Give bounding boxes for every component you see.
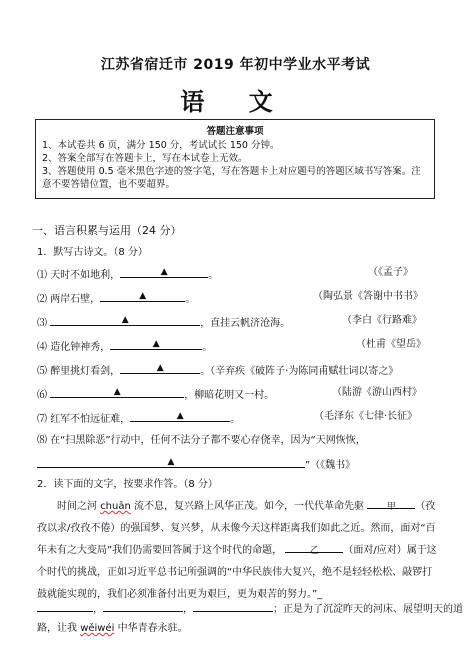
blank-jia[interactable] <box>367 497 415 512</box>
triangle-icon: ▲ <box>113 387 121 397</box>
notice-item-1: 1、本试卷共 6 页，满分 150 分，考试试长 150 分钟。 <box>42 140 280 151</box>
item-pre: 天时不如地利， <box>50 270 121 281</box>
q2-last-line <box>37 622 188 636</box>
q2-title: 2．读下面的文字，按要求作答。（8 分） <box>37 479 218 490</box>
item-number: ⑷ <box>37 342 47 353</box>
answer-blank[interactable] <box>193 600 273 612</box>
q1-item-6 <box>37 386 274 403</box>
triangle-icon: ▲ <box>152 339 160 349</box>
comma: ， <box>183 604 193 615</box>
q1-source-4: （杜甫《望岳》 <box>356 339 426 350</box>
triangle-icon: ▲ <box>176 411 184 421</box>
q1-source-2: （陶弘景《答谢中书书》 <box>313 291 423 302</box>
notice-item-3: 3、答题使用 0.5 毫米黑色字迹的签字笔，写在答题卡上对应题号的答题区域书写答案。注意不要答错位置，也不要超界。 <box>42 166 421 190</box>
answer-blank[interactable] <box>50 314 200 326</box>
item-post: 。 <box>208 270 219 281</box>
notice-title: 答题注意事项 <box>206 126 264 137</box>
item-pre: 醉里挑灯看剑， <box>50 366 121 377</box>
answer-blank[interactable] <box>37 456 305 468</box>
passage-text: 流不息，复兴路上风华正茂。如今，一代代革命先驱 <box>130 501 365 512</box>
notice-item-2: 2、答案全部写在答题卡上，写在本试卷上无效。 <box>42 153 248 164</box>
item-number: ⑻ <box>37 435 47 446</box>
triangle-icon: ▲ <box>156 363 164 373</box>
item-post: 。 <box>185 294 196 305</box>
q1-item-8 <box>37 434 366 448</box>
passage-text: （面对/应对）属于这个时代的挑战，正如习近平总书记所强调的“中华民族伟大复兴，绝不是轻轻松松、敲锣打鼓就能实现的，我们必须准备付出更为艰巨，更为艰苦的努力。” <box>37 545 437 600</box>
q1-item-5 <box>37 362 398 379</box>
mark-yi: 乙 <box>309 546 319 556</box>
answer-blank[interactable] <box>120 362 200 374</box>
q2-passage <box>37 496 437 606</box>
subject-title: 语 文 <box>180 88 291 116</box>
item-number: ⑸ <box>37 366 47 377</box>
triangle-icon: ▲ <box>139 291 147 301</box>
passage-text: _ <box>317 589 323 600</box>
q1-item-7 <box>37 410 240 427</box>
q1-source-1: （《孟子》 <box>368 267 413 278</box>
item-pre: 两岸石壁， <box>50 294 101 305</box>
exam-title: 江苏省宿迁市 2019 年初中学业水平考试 <box>100 57 371 73</box>
answer-blank[interactable] <box>100 290 185 302</box>
passage-text: 路，让我 <box>37 623 81 634</box>
passage-text: （孜孜以求/孜孜不倦）的强国梦、复兴梦，从未像今天这样距离我们如此之近。然而，面对“百年未有之大变局”我们仍需要回答属于这个时代的命题， <box>37 501 436 556</box>
item-post: 。（辛弃疾《破阵子·为陈同甫赋壮词以寄之》 <box>200 366 399 377</box>
item-pre: 在“扫黑除恶”行动中，任何不法分子都不要心存侥幸，因为“天网恢恢， <box>50 435 366 446</box>
q1-title: 1．默写古诗文。（8 分） <box>37 247 148 258</box>
pinyin-chuan: chuān <box>100 501 131 512</box>
item-post: ，柳暗花明又一村。 <box>184 390 275 401</box>
item-number: ⑺ <box>37 414 47 425</box>
q1-item-8-cont <box>37 456 355 473</box>
q1-source-6: （陆游《游山西村》 <box>332 387 422 398</box>
notice-box <box>35 119 435 199</box>
item-post: 。 <box>230 414 241 425</box>
item-number: ⑴ <box>37 270 47 281</box>
passage-text: 中华青春永驻。 <box>114 623 188 634</box>
item-pre: 造化钟神秀， <box>50 342 111 353</box>
section-title: 一、语言积累与运用（24 分） <box>32 224 182 237</box>
q2-blank-line <box>37 600 463 617</box>
comma: ， <box>93 604 103 615</box>
q1-source-3: （李白《行路难》 <box>342 315 422 326</box>
answer-blank[interactable] <box>120 266 208 278</box>
pinyin-weiwei: wěiwéi <box>80 623 115 634</box>
item-number: ⑹ <box>37 390 47 401</box>
mark-jia: 甲 <box>386 502 396 512</box>
triangle-icon: ▲ <box>167 457 175 467</box>
passage-text: ；正是为了沉淀昨天的河床、展望明天的道 <box>273 604 463 615</box>
passage-text: 时间之河 <box>57 501 101 512</box>
item-post: ”（《魏书》 <box>305 460 356 471</box>
q1-item-4 <box>37 338 212 355</box>
item-number: ⑶ <box>37 318 47 329</box>
item-pre: 红军不怕远征难， <box>50 414 131 425</box>
triangle-icon: ▲ <box>160 267 168 277</box>
q1-item-2 <box>37 290 195 307</box>
blank-yi[interactable] <box>285 541 343 556</box>
item-number: ⑵ <box>37 294 47 305</box>
item-post: ，直挂云帆济沧海。 <box>200 318 291 329</box>
answer-blank[interactable] <box>103 600 183 612</box>
answer-blank[interactable] <box>37 600 93 612</box>
q1-source-7: （毛泽东《七律·长征》 <box>314 411 418 422</box>
answer-blank[interactable] <box>50 386 184 398</box>
q1-item-3 <box>37 314 290 331</box>
triangle-icon: ▲ <box>121 315 129 325</box>
item-post: 。 <box>202 342 213 353</box>
q1-item-1 <box>37 266 218 283</box>
answer-blank[interactable] <box>110 338 202 350</box>
answer-blank[interactable] <box>130 410 230 422</box>
